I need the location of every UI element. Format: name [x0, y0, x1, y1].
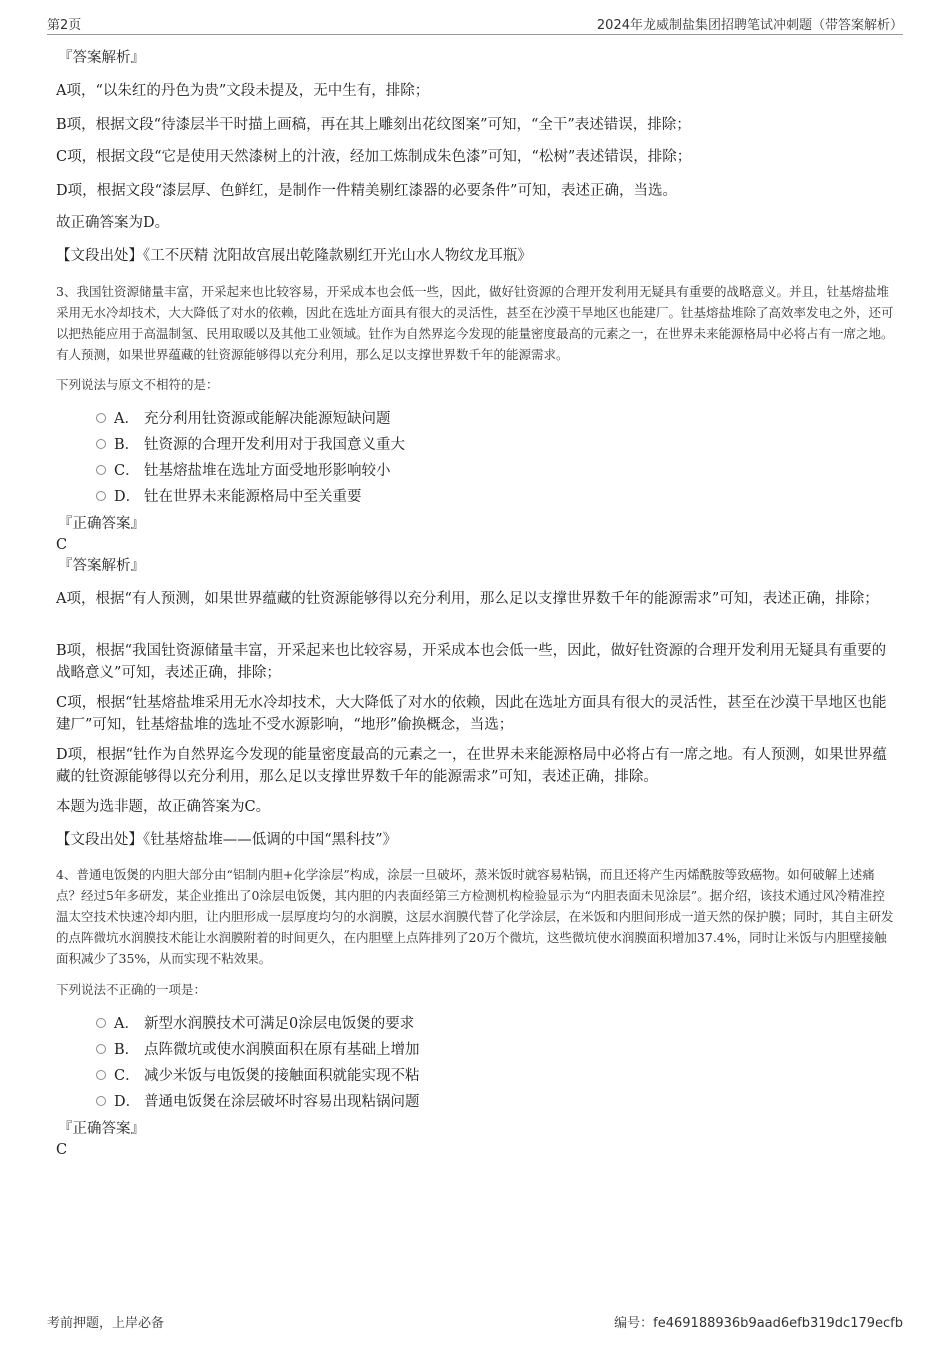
page-footer	[47, 1312, 903, 1330]
q3-option-b[interactable]: B． 钍资源的合理开发利用对于我国意义重大	[96, 434, 405, 456]
radio-button[interactable]	[96, 1096, 106, 1106]
q2-source: 【文段出处】《工不厌精 沈阳故宫展出乾隆款剔红开光山水人物纹龙耳瓶》	[56, 248, 532, 264]
q3-passage: 3、我国钍资源储量丰富，开采起来也比较容易，开采成本也会低一些，因此，做好钍资源的合理开发利用无疑具有重要的战略意义。并且，钍基熔盐堆采用无水冷却技术，大大降低了对水的依赖，因此在选址方面具有很大的灵活性，甚至在沙漠干旱地区也能建厂。钍基熔盐堆除了高效率发电之外，还可以把热能应用于高温制氢、民用取暖以及其他工业领域。钍作为自然界迄今发现的能量密度最高的元素之一，在世界未来能源格局中必将占有一席之地。有人预测，如果世界蕴藏的钍资源能够得以充分利用，那么足以支撑世界数千年的能源需求。	[56, 284, 894, 362]
q4-option-b[interactable]: B． 点阵微坑或使水润膜面积在原有基础上增加	[96, 1039, 420, 1061]
q3-source: 【文段出处】《钍基熔盐堆——低调的中国“黑科技”》	[56, 832, 398, 848]
page-header	[47, 14, 903, 35]
radio-button[interactable]	[96, 465, 106, 475]
radio-button[interactable]	[96, 1070, 106, 1080]
q3-analysis-b: B项，根据“我国钍资源储量丰富，开采起来也比较容易，开采成本也会低一些，因此，做好钍资源的合理开发利用无疑具有重要的战略意义”可知，表述正确，排除；	[56, 643, 887, 681]
radio-button[interactable]	[96, 439, 106, 449]
q3-answer-label: 『正确答案』	[58, 516, 145, 532]
q3-analysis-a: A项，根据“有人预测，如果世界蕴藏的钍资源能够得以充分利用，那么足以支撑世界数千年的能源需求”可知，表述正确，排除；	[56, 591, 879, 607]
footer-slogan: 考前押题，上岸必备	[47, 1316, 165, 1331]
q2-conclusion: 故正确答案为D。	[56, 215, 170, 231]
q2-analysis-b: B项，根据文段“待漆层半干时描上画稿，再在其上雕刻出花纹图案”可知，“全干”表述错误，排除；	[56, 117, 691, 133]
q4-prompt: 下列说法不正确的一项是：	[56, 982, 207, 997]
q4-option-d[interactable]: D． 普通电饭煲在涂层破坏时容易出现粘锅问题	[96, 1091, 420, 1113]
q3-option-a[interactable]: A． 充分利用钍资源或能解决能源短缺问题	[96, 408, 391, 430]
q2-analysis-label: 『答案解析』	[58, 50, 145, 66]
q4-passage: 4、普通电饭煲的内胆大部分由“铝制内胆+化学涂层”构成，涂层一旦破坏，蒸米饭时就容易粘锅，而且还将产生丙烯酰胺等致癌物。如何破解上述痛点？经过5年多研发，某企业推出了0涂层电饭煲，其内胆的内表面经第三方检测机构检验显示为“内胆表面未见涂层”。据介绍，该技术通过风冷精准控温太空技术快速冷却内胆，让内胆形成一层厚度均匀的水润膜，这层水润膜代替了化学涂层，在米饭和内胆间形成一道天然的保护膜；同时，其自主研发的点阵微坑水润膜技术能让水润膜附着的时间更久，在内胆壁上点阵排列了20万个微坑，这些微坑使水润膜面积增加37.4%，同时让米饭与内胆壁接触面积减少了35%，从而实现不粘效果。	[56, 867, 894, 966]
q3-analysis-c: C项，根据“钍基熔盐堆采用无水冷却技术，大大降低了对水的依赖，因此在选址方面具有很大的灵活性，甚至在沙漠干旱地区也能建厂”可知，钍基熔盐堆的选址不受水源影响，“地形”偷换概念，当选；	[56, 695, 887, 733]
radio-button[interactable]	[96, 1044, 106, 1054]
document-title: 2024年龙威制盐集团招聘笔试冲刺题（带答案解析）	[596, 18, 903, 33]
q3-option-d[interactable]: D． 钍在世界未来能源格局中至关重要	[96, 486, 362, 508]
q3-answer: C	[56, 537, 68, 553]
q4-answer: C	[56, 1142, 68, 1158]
radio-button[interactable]	[96, 491, 106, 501]
q4-option-c[interactable]: C． 减少米饭与电饭煲的接触面积就能实现不粘	[96, 1065, 420, 1087]
q3-analysis-label: 『答案解析』	[58, 558, 145, 574]
q3-analysis-d: D项，根据“钍作为自然界迄今发现的能量密度最高的元素之一，在世界未来能源格局中必将占有一席之地。有人预测，如果世界蕴藏的钍资源能够得以充分利用，那么足以支撑世界数千年的能源需求”可知，表述正确，排除。	[56, 747, 888, 785]
q3-option-c[interactable]: C． 钍基熔盐堆在选址方面受地形影响较小	[96, 460, 391, 482]
page-number: 第2页	[47, 18, 82, 33]
q2-analysis-c: C项，根据文段“它是使用天然漆树上的汁液，经加工炼制成朱色漆”可知，“松树”表述错误，排除；	[56, 149, 692, 165]
q2-analysis-a: A项，“以朱红的丹色为贵”文段未提及，无中生有，排除；	[56, 83, 430, 99]
q3-prompt: 下列说法与原文不相符的是：	[56, 377, 219, 392]
document-code: 编号：fe469188936b9aad6efb319dc179ecfb	[614, 1316, 903, 1331]
radio-button[interactable]	[96, 413, 106, 423]
radio-button[interactable]	[96, 1018, 106, 1028]
q4-option-a[interactable]: A． 新型水润膜技术可满足0涂层电饭煲的要求	[96, 1013, 414, 1035]
q4-answer-label: 『正确答案』	[58, 1121, 145, 1137]
q3-conclusion: 本题为选非题，故正确答案为C。	[56, 799, 271, 815]
q2-analysis-d: D项，根据文段“漆层厚、色鲜红，是制作一件精美剔红漆器的必要条件”可知，表述正确，当选。	[56, 183, 677, 199]
